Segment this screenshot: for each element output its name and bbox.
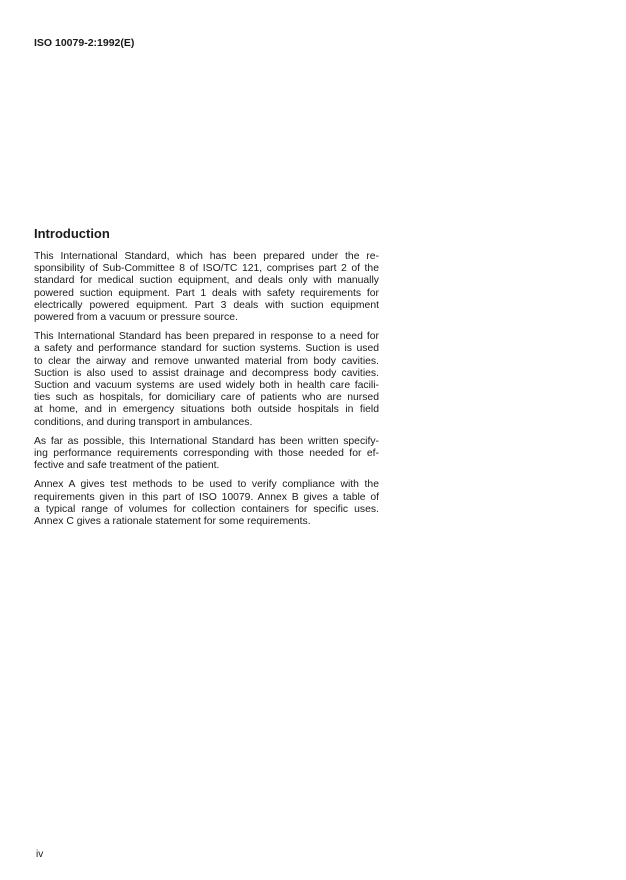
- text-line: ties such as hospitals, for domiciliary care of patients who are nursed: [34, 392, 379, 404]
- text-line: As far as possible, this International Standard has been written specify-: [34, 435, 379, 447]
- text-line: Suction is also used to assist drainage and decompress body cavities.: [34, 367, 379, 379]
- text-line: at home, and in emergency situations both outside hospitals in field: [34, 404, 379, 416]
- text-line: a safety and performance standard for suction systems. Suction is used: [34, 343, 379, 355]
- text-line: requirements given in this part of ISO 10079. Annex B gives a table of: [34, 491, 379, 503]
- text-line: ing performance requirements corresponding with those needed for ef-: [34, 448, 379, 460]
- text-line: Suction and vacuum systems are used widely both in health care facili-: [34, 380, 379, 392]
- paragraph: [34, 331, 379, 429]
- section-title: Introduction: [34, 226, 110, 241]
- text-line: sponsibility of Sub-Committee 8 of ISO/TC 121, comprises part 2 of the: [34, 263, 379, 275]
- page-number: iv: [36, 849, 44, 860]
- text-line: to clear the airway and remove unwanted material from body cavities.: [34, 355, 379, 367]
- text-line: fective and safe treatment of the patient.: [34, 460, 220, 472]
- text-line: standard for medical suction equipment, and deals only with manually: [34, 275, 379, 287]
- paragraph: [34, 436, 379, 473]
- paragraph: [34, 251, 379, 324]
- text-line: Annex C gives a rationale statement for some requirements.: [34, 516, 311, 528]
- text-line: powered from a vacuum or pressure source.: [34, 312, 238, 324]
- text-line: a typical range of volumes for collection containers for specific uses.: [34, 503, 379, 515]
- text-line: electrically powered equipment. Part 3 deals with suction equipment: [34, 299, 379, 311]
- text-line: This International Standard has been prepared in response to a need for: [34, 331, 379, 343]
- introduction-body: [34, 251, 379, 535]
- paragraph: [34, 479, 379, 528]
- document-header: ISO 10079-2:1992(E): [34, 37, 135, 49]
- text-line: conditions, and during transport in ambulances.: [34, 416, 253, 428]
- text-line: This International Standard, which has been prepared under the re-: [34, 251, 379, 262]
- text-line: powered suction equipment. Part 1 deals with safety requirements for: [34, 287, 379, 299]
- text-line: Annex A gives test methods to be used to verify compliance with the: [34, 479, 379, 491]
